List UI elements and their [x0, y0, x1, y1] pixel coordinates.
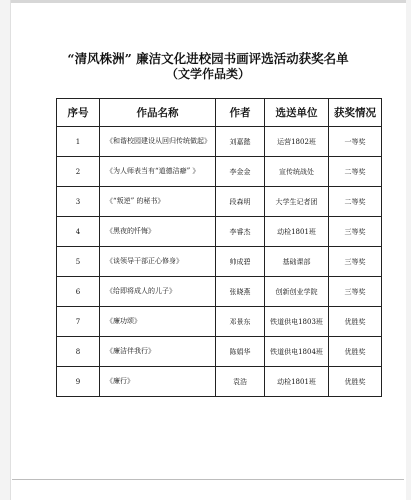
header-unit: 选送单位 — [265, 99, 329, 127]
cell-no: 1 — [57, 127, 100, 157]
cell-unit: 基础课部 — [265, 247, 329, 277]
cell-work: 《为人师表当有“道德洁癖” 》 — [100, 157, 216, 187]
cell-award: 三等奖 — [329, 217, 382, 247]
cell-work: 《和谐校园建设从回归传统做起》 — [100, 127, 216, 157]
cell-author: 张晓燕 — [216, 277, 265, 307]
document-page — [12, 5, 404, 495]
cell-award: 三等奖 — [329, 277, 382, 307]
cell-unit: 大学生记者团 — [265, 187, 329, 217]
cell-no: 9 — [57, 367, 100, 397]
cell-unit: 铁道供电1803班 — [265, 307, 329, 337]
table-row — [57, 157, 382, 187]
table-row — [57, 367, 382, 397]
table-row — [57, 187, 382, 217]
cell-award: 二等奖 — [329, 187, 382, 217]
cell-work: 《廉行》 — [100, 367, 216, 397]
cell-award: 优胜奖 — [329, 367, 382, 397]
cell-unit: 动检1801班 — [265, 217, 329, 247]
cell-award: 二等奖 — [329, 157, 382, 187]
document-title: “清风株洲” 廉洁文化进校园书画评选活动获奖名单 — [67, 51, 349, 66]
cell-work: 《“叛逆” 的秘书》 — [100, 187, 216, 217]
table-header-row — [57, 99, 382, 127]
cell-author: 李金金 — [216, 157, 265, 187]
header-author: 作者 — [216, 99, 265, 127]
cell-no: 8 — [57, 337, 100, 367]
cell-no: 7 — [57, 307, 100, 337]
table-row — [57, 277, 382, 307]
document-subtitle: （文学作品类） — [165, 67, 250, 81]
table-row — [57, 217, 382, 247]
table-row — [57, 337, 382, 367]
page-bottom-rule — [12, 479, 404, 480]
cell-unit: 铁道供电1804班 — [265, 337, 329, 367]
cell-author: 段森明 — [216, 187, 265, 217]
cell-award: 优胜奖 — [329, 337, 382, 367]
cell-no: 5 — [57, 247, 100, 277]
cell-author: 袁浩 — [216, 367, 265, 397]
viewer-right-edge — [406, 0, 411, 500]
viewer-left-scrollbar[interactable] — [0, 0, 11, 500]
cell-award: 一等奖 — [329, 127, 382, 157]
cell-award: 三等奖 — [329, 247, 382, 277]
cell-award: 优胜奖 — [329, 307, 382, 337]
header-award: 获奖情况 — [329, 99, 382, 127]
cell-work: 《廉功颂》 — [100, 307, 216, 337]
cell-author: 陈娟华 — [216, 337, 265, 367]
cell-no: 2 — [57, 157, 100, 187]
cell-author: 李睿杰 — [216, 217, 265, 247]
cell-work: 《黑夜的忏悔》 — [100, 217, 216, 247]
cell-unit: 宣传统战处 — [265, 157, 329, 187]
header-work: 作品名称 — [100, 99, 216, 127]
cell-author: 帅成碧 — [216, 247, 265, 277]
table-row — [57, 307, 382, 337]
header-no: 序号 — [57, 99, 100, 127]
award-table — [56, 98, 382, 397]
cell-no: 4 — [57, 217, 100, 247]
cell-no: 6 — [57, 277, 100, 307]
cell-unit: 动检1801班 — [265, 367, 329, 397]
cell-unit: 运营1802班 — [265, 127, 329, 157]
cell-work: 《廉洁伴我行》 — [100, 337, 216, 367]
cell-work: 《谈领导干部正心修身》 — [100, 247, 216, 277]
cell-no: 3 — [57, 187, 100, 217]
cell-author: 刘嘉懿 — [216, 127, 265, 157]
cell-author: 邓景东 — [216, 307, 265, 337]
table-row — [57, 247, 382, 277]
cell-unit: 创新创业学院 — [265, 277, 329, 307]
viewer-top-edge — [0, 0, 411, 3]
cell-work: 《给即将成人的儿子》 — [100, 277, 216, 307]
table-row — [57, 127, 382, 157]
